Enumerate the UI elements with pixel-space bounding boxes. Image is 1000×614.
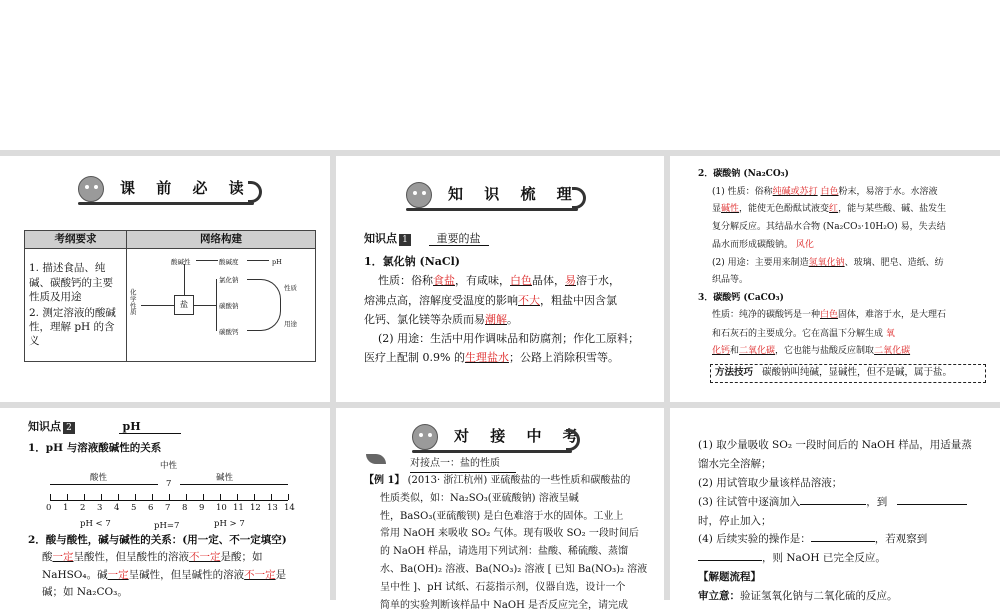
ph-heading: 1．pH 与溶液酸碱性的关系 <box>28 442 162 454</box>
net-node-na2co3: 碳酸钠 <box>219 302 239 310</box>
kp-number: 1 <box>399 234 411 246</box>
text: 熔沸点高，溶解度受温度的影响 <box>364 293 518 307</box>
acid-base-end: 碱；如 Na₂CO₃。 <box>42 585 128 598</box>
blank-operation[interactable] <box>811 541 875 542</box>
text: 显 <box>712 204 722 215</box>
example-label: 【例 1】 <box>364 475 405 486</box>
kp-number: 2 <box>63 422 75 434</box>
ph-tick-label: 2 <box>80 503 86 513</box>
text: 的 NaOH 样品，请选用下列试剂：盐酸、稀硫酸、蒸馏 <box>380 546 628 558</box>
flow-heading: 【解题流程】 <box>698 571 761 584</box>
text: 溶于水， <box>576 274 620 288</box>
kp-name: pH <box>119 420 181 434</box>
lt7-label: pH < 7 <box>80 519 111 529</box>
text: 是酸；如 <box>220 551 263 564</box>
net-node-property: 性质 <box>284 284 297 292</box>
text: 呈中性 ]、pH 试纸、石蕊指示剂，仪器自选，设计一个 <box>380 581 626 593</box>
ph-tick <box>169 494 170 500</box>
text: 晶体， <box>532 274 565 288</box>
uses-line-end: 织品等。 <box>712 275 749 286</box>
audit-label: 审立意： <box>698 590 740 603</box>
acid-base-section <box>28 532 324 601</box>
answer-saline: 生理盐水 <box>464 351 509 365</box>
tip-text: 碳酸钠叫纯碱，显碱性，但不是碱，属于盐。 <box>762 367 953 378</box>
net-arrow-1 <box>196 260 218 261</box>
ph-tick-label: 1 <box>63 503 69 513</box>
slide-course-preview[interactable] <box>0 156 330 402</box>
step-4-cont: ，则 NaOH 已完全反应。 <box>762 552 886 565</box>
slide-ph[interactable] <box>0 408 330 600</box>
ph-tick <box>186 494 187 500</box>
header-underline <box>406 208 578 211</box>
header-curl-icon <box>248 181 262 203</box>
col-header-requirements: 考纲要求 <box>25 231 127 249</box>
step-4: (4) 后续实验的操作是： <box>698 533 811 546</box>
example-text <box>364 472 658 614</box>
gt7-label: pH > 7 <box>214 519 245 529</box>
nacl-uses: (2) 用途：生活中用作调味品和防腐剂；作化工原料； <box>378 332 640 345</box>
text: 固体，难溶于水，是大理石 <box>838 310 947 321</box>
answer-red: 红 <box>829 204 839 215</box>
answer-soda: 纯碱或苏打 <box>772 186 818 197</box>
nacl-section <box>364 252 656 368</box>
col-header-network: 网络构建 <box>127 231 316 249</box>
step-1-cont: 馏水完全溶解； <box>698 457 772 470</box>
answer-naoh: 氢氧化钠 <box>808 257 845 268</box>
answer-alkaline: 碱性 <box>721 204 740 215</box>
answer-calcium-oxide: 化钙 <box>712 346 731 357</box>
ph-tick <box>50 494 51 500</box>
net-line-r <box>194 305 216 306</box>
text: 酸 <box>42 551 53 564</box>
ph-tick <box>101 494 102 500</box>
net-arrow-2 <box>247 260 269 261</box>
ph-tick-label: 5 <box>131 503 137 513</box>
ph-tick <box>237 494 238 500</box>
text: 呈碱性，但呈碱性的溶液 <box>128 568 245 581</box>
requirements-table <box>24 230 316 362</box>
net-node-acidity: 酸碱度 <box>219 258 239 266</box>
net-node-use: 用途 <box>284 320 297 328</box>
answer-not-definitely-2: 不一定 <box>244 568 276 581</box>
ph-tick <box>67 494 68 500</box>
net-left-label: 化学性质 <box>130 288 137 317</box>
text: 性质：纯净的碳酸钙是一种 <box>712 310 821 321</box>
seven-label: 7 <box>166 479 172 489</box>
blank-reagent[interactable] <box>800 504 866 505</box>
nacl-heading: 1．氯化钠 (NaCl) <box>364 255 461 268</box>
slide-header <box>78 176 252 202</box>
answer-definitely-2: 一定 <box>107 568 129 581</box>
answer-salt: 食盐 <box>433 274 455 288</box>
answer-definitely-1: 一定 <box>52 551 74 564</box>
step-2: (2) 用试管取少量该样品溶液； <box>698 476 843 489</box>
slide-header <box>406 182 580 208</box>
text: 性，BaSO₃(亚硫酸钡) 是白色难溶于水的固体。工业上 <box>380 510 624 522</box>
ph-tick-label: 4 <box>114 503 120 513</box>
text: ，粗盐中因含氯 <box>540 293 617 307</box>
text: 和 <box>730 346 740 357</box>
mascot-icon <box>78 176 104 202</box>
ph-tick-label: 7 <box>165 503 171 513</box>
ph-scale <box>40 460 300 531</box>
text: 粉末，易溶于水。水溶液 <box>838 186 938 197</box>
net-node-caco3: 碳酸钙 <box>219 328 239 336</box>
net-line-v <box>184 264 185 295</box>
net-node-acidbase: 酸碱性 <box>171 258 191 266</box>
tip-label: 方法技巧 <box>715 367 754 378</box>
ph-tick-label: 10 <box>216 503 227 513</box>
text: ，能使无色酚酞试液变 <box>739 204 830 215</box>
ph-tick-label: 0 <box>46 503 52 513</box>
answer-easy: 易 <box>565 274 576 288</box>
ph-tick-label: 3 <box>97 503 103 513</box>
ph-tick <box>288 494 289 500</box>
carbonate-section <box>698 166 994 361</box>
slide-title: 课 前 必 读 <box>120 179 252 198</box>
ph-tick <box>152 494 153 500</box>
text: 常用 NaOH 来吸收 SO₂ 气体。现有吸收 SO₂ 一段时间后 <box>380 528 639 540</box>
slide-exam-link[interactable] <box>336 408 664 611</box>
ph-tick <box>203 494 204 500</box>
text: ，能与某些酸、碱、盐发生 <box>838 204 947 215</box>
subsection-title: 对接点一：盐的性质 <box>410 456 516 473</box>
text: (2) 用途：主要用来制造 <box>712 257 809 268</box>
answer-white: 白色 <box>820 186 839 197</box>
net-line-rv <box>216 279 217 331</box>
alkali-arrow <box>180 484 288 485</box>
text: 化钙、氯化镁等杂质而易 <box>364 312 485 326</box>
text: ，有咸味， <box>455 274 510 288</box>
text: ，失去结 <box>909 221 946 232</box>
requirement-item-1: 1. 描述食品、纯碱、碳酸钙的主要性质及用途 <box>29 262 113 303</box>
kp-name: 重要的盐 <box>429 232 489 246</box>
ph-tick-label: 14 <box>284 503 295 513</box>
text: ，它也能与盐酸反应制取 <box>775 346 875 357</box>
ph-tick-label: 6 <box>148 503 154 513</box>
answer-co2-b: 二氧化碳 <box>874 346 911 357</box>
answer-weathering: 风化 <box>795 239 814 250</box>
answer-white: 白色 <box>510 274 532 288</box>
answer-co2: 二氧化碳 <box>739 346 776 357</box>
ph-tick <box>135 494 136 500</box>
net-node-nacl: 氯化钠 <box>219 276 239 284</box>
ph-tick-label: 9 <box>199 503 205 513</box>
audit-text: 验证氢氧化钠与二氧化硫的反应。 <box>740 590 898 603</box>
step-3: (3) 往试管中逐滴加入 <box>698 495 801 508</box>
text: 医疗上配制 0.9% 的 <box>364 351 465 365</box>
answer-deliquesce: 潮解 <box>485 312 507 326</box>
ph-tick <box>118 494 119 500</box>
text: 、玻璃、肥皂、造纸、纺 <box>844 257 944 268</box>
slide-carbonates[interactable] <box>670 156 1000 402</box>
eq7-label: pH=7 <box>154 521 180 531</box>
text: ，若观察到 <box>874 533 928 546</box>
ph-tick-label: 13 <box>267 503 278 513</box>
text: 。 <box>507 312 518 326</box>
answer-white-solid: 白色 <box>820 310 839 321</box>
mascot-icon <box>406 182 432 208</box>
answer-not-definitely-1: 不一定 <box>189 551 221 564</box>
ph-tick-label: 12 <box>250 503 261 513</box>
ph-tick-label: 8 <box>182 503 188 513</box>
net-center-box: 盐 <box>174 295 194 315</box>
ph-tick <box>271 494 272 500</box>
acid-arrow <box>50 484 158 485</box>
slide-knowledge-review[interactable] <box>336 156 664 402</box>
requirement-item-2: 2. 测定溶液的酸碱性，理解 pH 的含义 <box>29 307 116 348</box>
leaf-icon <box>366 454 386 464</box>
text: ，到 <box>866 495 888 508</box>
text: 呈酸性，但呈酸性的溶液 <box>73 551 189 564</box>
answer-not-large: 不大 <box>518 293 540 307</box>
text: (2013· 浙江杭州) 亚硫酸盐的一些性质和碳酸盐的 <box>407 475 631 486</box>
text: ；公路上消除积雪等。 <box>508 351 619 365</box>
text: 水、Ba(OH)₂ 溶液、Ba(NO₃)₂ 溶液 [ 已知 Ba(NO₃)₂ 溶液 <box>380 563 648 575</box>
answer-oxygen-part: 氧 <box>885 327 895 338</box>
na2co3-heading: 2．碳酸钠 (Na₂CO₃) <box>698 169 789 179</box>
net-bracket <box>247 279 281 331</box>
neutral-label: 中性 <box>160 461 178 471</box>
slide-experiment-steps[interactable] <box>670 408 1000 603</box>
header-underline <box>78 202 254 205</box>
alkali-label: 碱性 <box>216 473 234 483</box>
step-3-cont: 时，停止加入； <box>698 514 772 527</box>
text: 简单的实验判断该样品中 NaOH 是否反应完全，请完成 <box>380 599 628 611</box>
text: 复分解反应。其结晶水合物 (Na₂CO₃·10H₂O) 易 <box>712 221 910 232</box>
caco3-heading: 3．碳酸钙 (CaCO₃) <box>698 292 784 303</box>
steps-text <box>698 436 994 606</box>
net-line-h <box>141 305 174 306</box>
text: 是 <box>275 568 287 581</box>
ph-tick <box>254 494 255 500</box>
text: 和石灰石的主要成分。它在高温下分解生成 <box>712 328 884 339</box>
slide-header <box>412 424 586 450</box>
slide-title: 对 接 中 考 <box>454 427 586 446</box>
kp-label: 知识点 <box>28 420 61 433</box>
text: 性质：俗称 <box>378 274 433 288</box>
text: 晶水而形成碳酸钠。 <box>712 240 794 251</box>
knowledge-point-header <box>28 418 181 435</box>
blank-endpoint[interactable] <box>897 504 967 505</box>
ph-tick <box>220 494 221 500</box>
mascot-icon <box>412 424 438 450</box>
text: 性质类似，如：Na₂SO₃(亚硫酸钠) 溶液呈碱 <box>380 492 579 504</box>
slide-title: 知 识 梳 理 <box>448 185 580 204</box>
step-1: (1) 取少量吸收 SO₂ 一段时间后的 NaOH 样品，用适量蒸 <box>698 439 972 451</box>
kp-label: 知识点 <box>364 232 397 245</box>
text: (1) 性质：俗称 <box>712 186 773 197</box>
acid-label: 酸性 <box>90 473 108 483</box>
ph-tick <box>84 494 85 500</box>
method-tip-box <box>710 364 986 383</box>
ph-tick-label: 11 <box>233 503 244 513</box>
net-node-ph: pH <box>272 258 282 266</box>
text: NaHSO₄。碱 <box>42 568 108 581</box>
acid-base-heading: 2．酸与酸性，碱与碱性的关系：(用一定、不一定填空) <box>28 534 287 546</box>
concept-network <box>127 249 315 361</box>
header-underline <box>412 450 572 453</box>
ph-axis <box>50 500 288 501</box>
blank-observation[interactable] <box>698 560 762 561</box>
knowledge-point-header <box>364 230 489 247</box>
header-curl-icon <box>572 187 586 209</box>
